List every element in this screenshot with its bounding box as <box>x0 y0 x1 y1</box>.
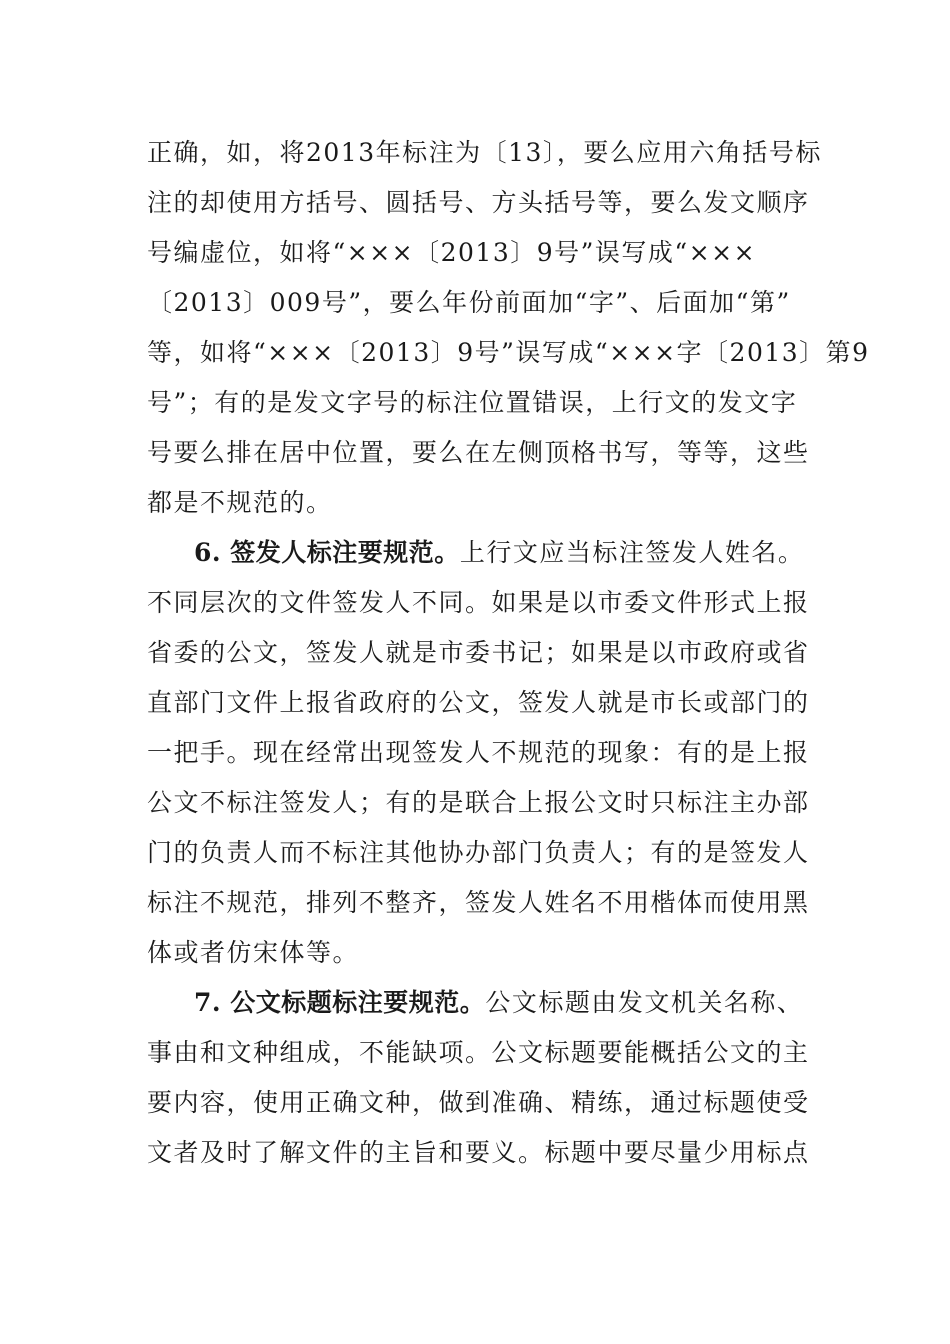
paragraph-7-first-line <box>194 987 803 1019</box>
text-line: 〔2013〕009号”，要么年份前面加“字”、后面加“第” <box>147 288 791 317</box>
text-line: 直部门文件上报省政府的公文，签发人就是市长或部门的 <box>147 688 810 717</box>
text-line: 公文不标注签发人；有的是联合上报公文时只标注主办部 <box>147 788 810 817</box>
text-line: 都是不规范的。 <box>147 488 333 517</box>
text-span: 公文标题由发文机关名称、 <box>485 988 804 1017</box>
text-line: 要内容，使用正确文种，做到准确、精练，通过标题使受 <box>147 1088 810 1117</box>
text-line: 正确，如，将2013年标注为〔13〕，要么应用六角括号标 <box>147 138 822 167</box>
text-line: 注的却使用方括号、圆括号、方头括号等，要么发文顺序 <box>147 188 810 217</box>
text-line: 号编虚位，如将“×××〔2013〕9号”误写成“××× <box>147 238 757 267</box>
text-line: 事由和文种组成，不能缺项。公文标题要能概括公文的主 <box>147 1038 810 1067</box>
text-line: 号”；有的是发文字号的标注位置错误，上行文的发文字 <box>147 388 798 417</box>
text-line: 门的负责人而不标注其他协办部门负责人；有的是签发人 <box>147 838 810 867</box>
section-heading-6: 6. 签发人标注要规范。 <box>194 538 460 567</box>
text-line: 省委的公文，签发人就是市委书记；如果是以市政府或省 <box>147 638 810 667</box>
text-line: 标注不规范，排列不整齐，签发人姓名不用楷体而使用黑 <box>147 888 810 917</box>
text-span: 上行文应当标注签发人姓名。 <box>459 538 805 567</box>
text-line: 不同层次的文件签发人不同。如果是以市委文件形式上报 <box>147 588 810 617</box>
text-line: 号要么排在居中位置，要么在左侧顶格书写，等等，这些 <box>147 438 810 467</box>
text-line: 文者及时了解文件的主旨和要义。标题中要尽量少用标点 <box>147 1138 810 1167</box>
text-line: 一把手。现在经常出现签发人不规范的现象：有的是上报 <box>147 738 810 767</box>
text-line: 体或者仿宋体等。 <box>147 938 360 967</box>
paragraph-6-first-line <box>194 537 804 569</box>
text-line: 等，如将“×××〔2013〕9号”误写成“×××字〔2013〕第9 <box>147 338 870 367</box>
section-heading-7: 7. 公文标题标注要规范。 <box>194 988 486 1017</box>
